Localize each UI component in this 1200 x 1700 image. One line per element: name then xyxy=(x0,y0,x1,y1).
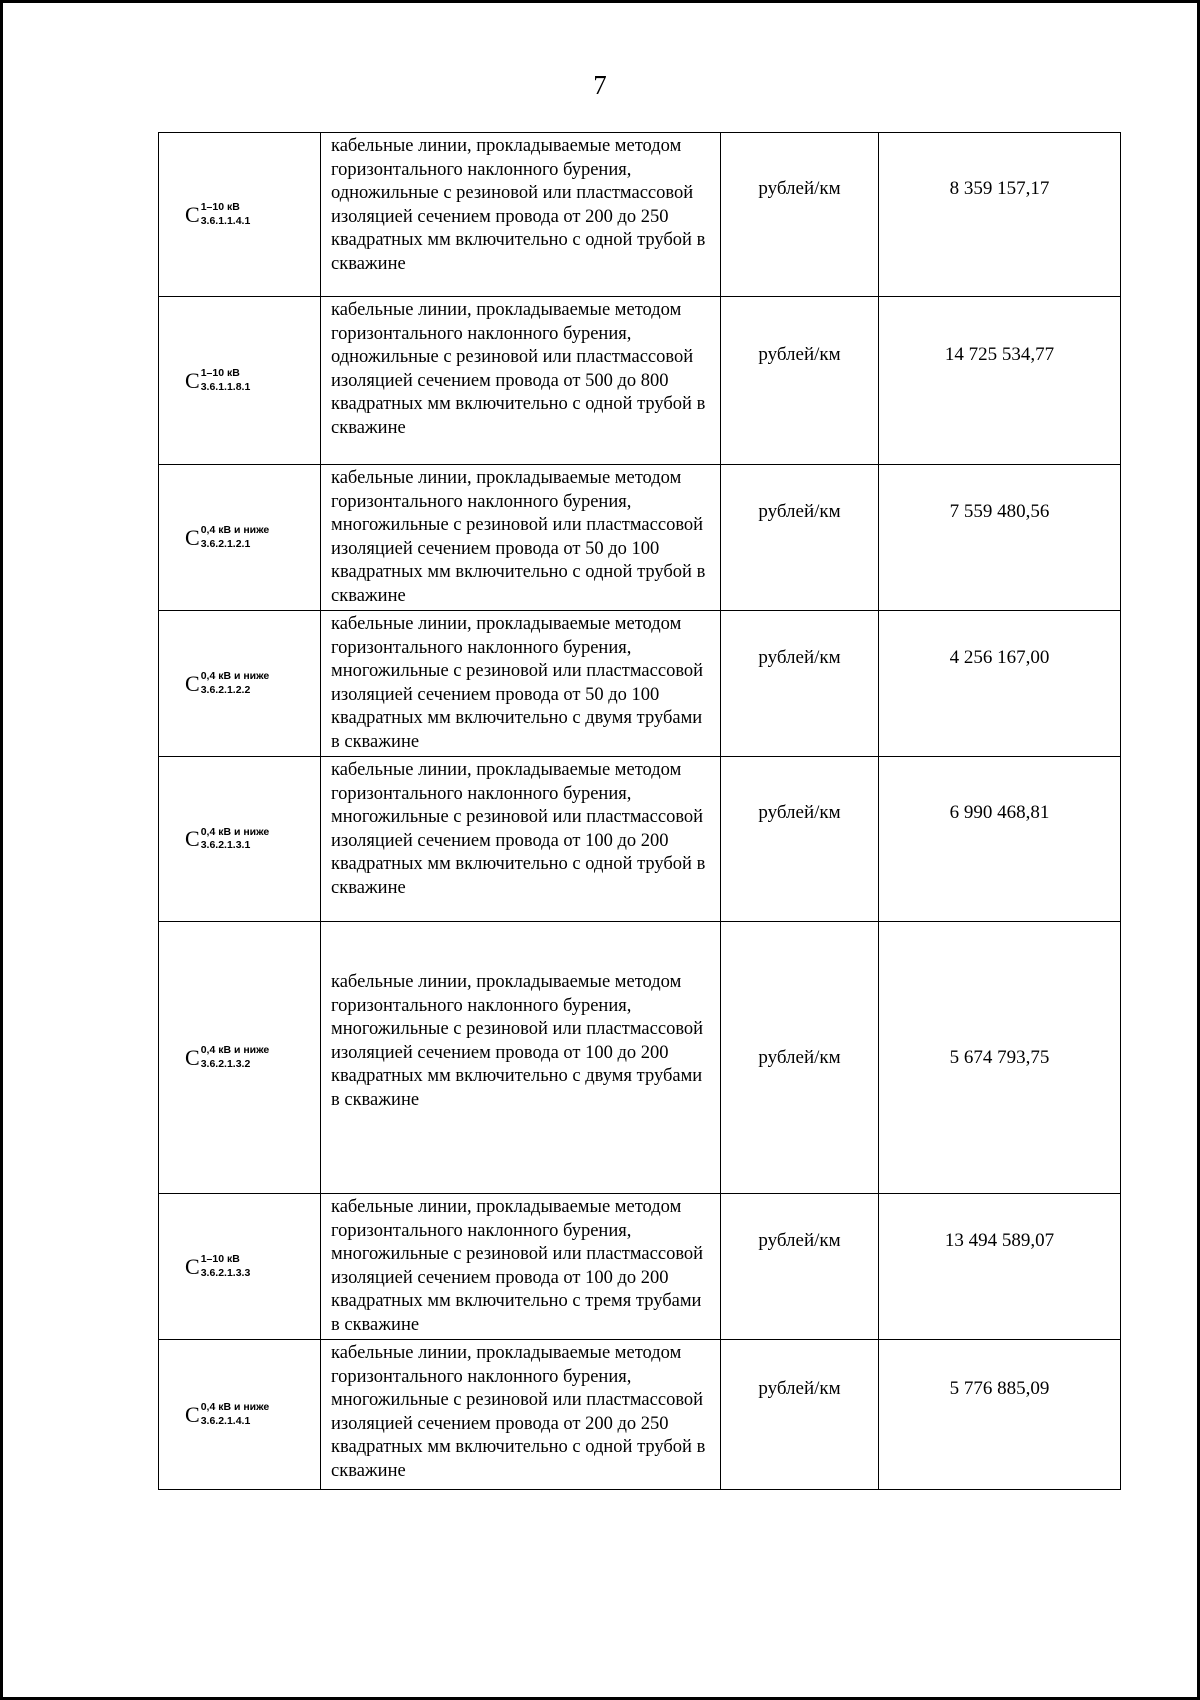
code-subscript: 3.6.2.1.2.1 xyxy=(200,537,251,550)
rate-description: кабельные линии, прокладываемые методом горизонтального наклонного бурения, многожильные с резиновой или пластмассовой изоляцией сечением провода от 200 до 250 квадратных мм включительно с одной трубой в скважине xyxy=(321,1340,721,1490)
code-letter: C xyxy=(185,826,200,851)
rate-unit: рублей/км xyxy=(721,133,879,297)
rate-unit: рублей/км xyxy=(721,465,879,611)
rate-unit: рублей/км xyxy=(721,297,879,465)
tariff-table xyxy=(158,132,1121,1490)
rate-code xyxy=(159,297,321,465)
rate-value: 14 725 534,77 xyxy=(879,297,1121,465)
table-row xyxy=(159,922,1121,1194)
rate-code xyxy=(159,1340,321,1490)
rate-code xyxy=(159,922,321,1194)
rate-description: кабельные линии, прокладываемые методом горизонтального наклонного бурения, многожильные с резиновой или пластмассовой изоляцией сечением провода от 50 до 100 квадратных мм включительно с двумя трубами в скважине xyxy=(321,611,721,757)
rate-value: 5 674 793,75 xyxy=(879,922,1121,1194)
code-letter: C xyxy=(185,670,200,696)
rate-code xyxy=(159,611,321,757)
rate-value: 7 559 480,56 xyxy=(879,465,1121,611)
rate-value: 8 359 157,17 xyxy=(879,133,1121,297)
table-row xyxy=(159,133,1121,297)
code-subscript: 3.6.2.1.3.1 xyxy=(200,839,251,851)
rate-description: кабельные линии, прокладываемые методом горизонтального наклонного бурения, многожильные с резиновой или пластмассовой изоляцией сечением провода от 100 до 200 квадратных мм включительно с одной трубой в скважине xyxy=(321,757,721,922)
code-letter: C xyxy=(185,1253,200,1279)
code-superscript: 0,4 кВ и ниже xyxy=(200,524,270,537)
rate-code xyxy=(159,465,321,611)
code-subscript: 3.6.2.1.2.2 xyxy=(200,683,251,696)
code-subscript: 3.6.1.1.4.1 xyxy=(200,214,251,227)
rate-value: 5 776 885,09 xyxy=(879,1340,1121,1490)
code-letter: C xyxy=(185,524,200,550)
code-superscript: 0,4 кВ и ниже xyxy=(200,670,270,683)
code-letter: C xyxy=(185,201,200,227)
code-letter: C xyxy=(185,367,200,393)
rate-unit: рублей/км xyxy=(721,1340,879,1490)
rate-description: кабельные линии, прокладываемые методом горизонтального наклонного бурения, многожильные с резиновой или пластмассовой изоляцией сечением провода от 50 до 100 квадратных мм включительно с одной трубой в скважине xyxy=(321,465,721,611)
rate-value: 4 256 167,00 xyxy=(879,611,1121,757)
rate-unit: рублей/км xyxy=(721,611,879,757)
code-superscript: 1–10 кВ xyxy=(200,367,240,380)
code-letter: C xyxy=(185,1401,200,1427)
table-row xyxy=(159,1340,1121,1490)
rate-code xyxy=(159,1194,321,1340)
table-row xyxy=(159,1194,1121,1340)
code-subscript: 3.6.2.1.3.3 xyxy=(200,1266,251,1279)
rate-unit: рублей/км xyxy=(721,1194,879,1340)
code-superscript: 1–10 кВ xyxy=(200,1253,240,1266)
rate-description: кабельные линии, прокладываемые методом горизонтального наклонного бурения, одножильные с резиновой или пластмассовой изоляцией сечением провода от 500 до 800 квадратных мм включительно с одной трубой в скважине xyxy=(321,297,721,465)
code-superscript: 0,4 кВ и ниже xyxy=(200,1044,270,1057)
rate-value: 6 990 468,81 xyxy=(879,757,1121,922)
rate-description: кабельные линии, прокладываемые методом горизонтального наклонного бурения, многожильные с резиновой или пластмассовой изоляцией сечением провода от 100 до 200 квадратных мм включительно с тремя трубами в скважине xyxy=(321,1194,721,1340)
code-letter: C xyxy=(185,1044,200,1070)
rate-description: кабельные линии, прокладываемые методом горизонтального наклонного бурения, многожильные с резиновой или пластмассовой изоляцией сечением провода от 100 до 200 квадратных мм включительно с двумя трубами в скважине xyxy=(321,922,721,1194)
rate-code xyxy=(159,757,321,922)
code-superscript: 0,4 кВ и ниже xyxy=(200,1401,270,1414)
rate-unit: рублей/км xyxy=(721,922,879,1194)
code-subscript: 3.6.2.1.4.1 xyxy=(200,1414,251,1427)
table-row xyxy=(159,611,1121,757)
table-row xyxy=(159,757,1121,922)
rate-value: 13 494 589,07 xyxy=(879,1194,1121,1340)
rate-code xyxy=(159,133,321,297)
rate-unit: рублей/км xyxy=(721,757,879,922)
code-superscript: 1–10 кВ xyxy=(200,201,240,214)
table-row xyxy=(159,465,1121,611)
page-number: 7 xyxy=(593,70,607,100)
code-superscript: 0,4 кВ и ниже xyxy=(200,825,270,838)
table-row xyxy=(159,297,1121,465)
rate-description: кабельные линии, прокладываемые методом горизонтального наклонного бурения, одножильные с резиновой или пластмассовой изоляцией сечением провода от 200 до 250 квадратных мм включительно с одной трубой в скважине xyxy=(321,133,721,297)
code-subscript: 3.6.2.1.3.2 xyxy=(200,1057,251,1070)
code-subscript: 3.6.1.1.8.1 xyxy=(200,380,251,393)
